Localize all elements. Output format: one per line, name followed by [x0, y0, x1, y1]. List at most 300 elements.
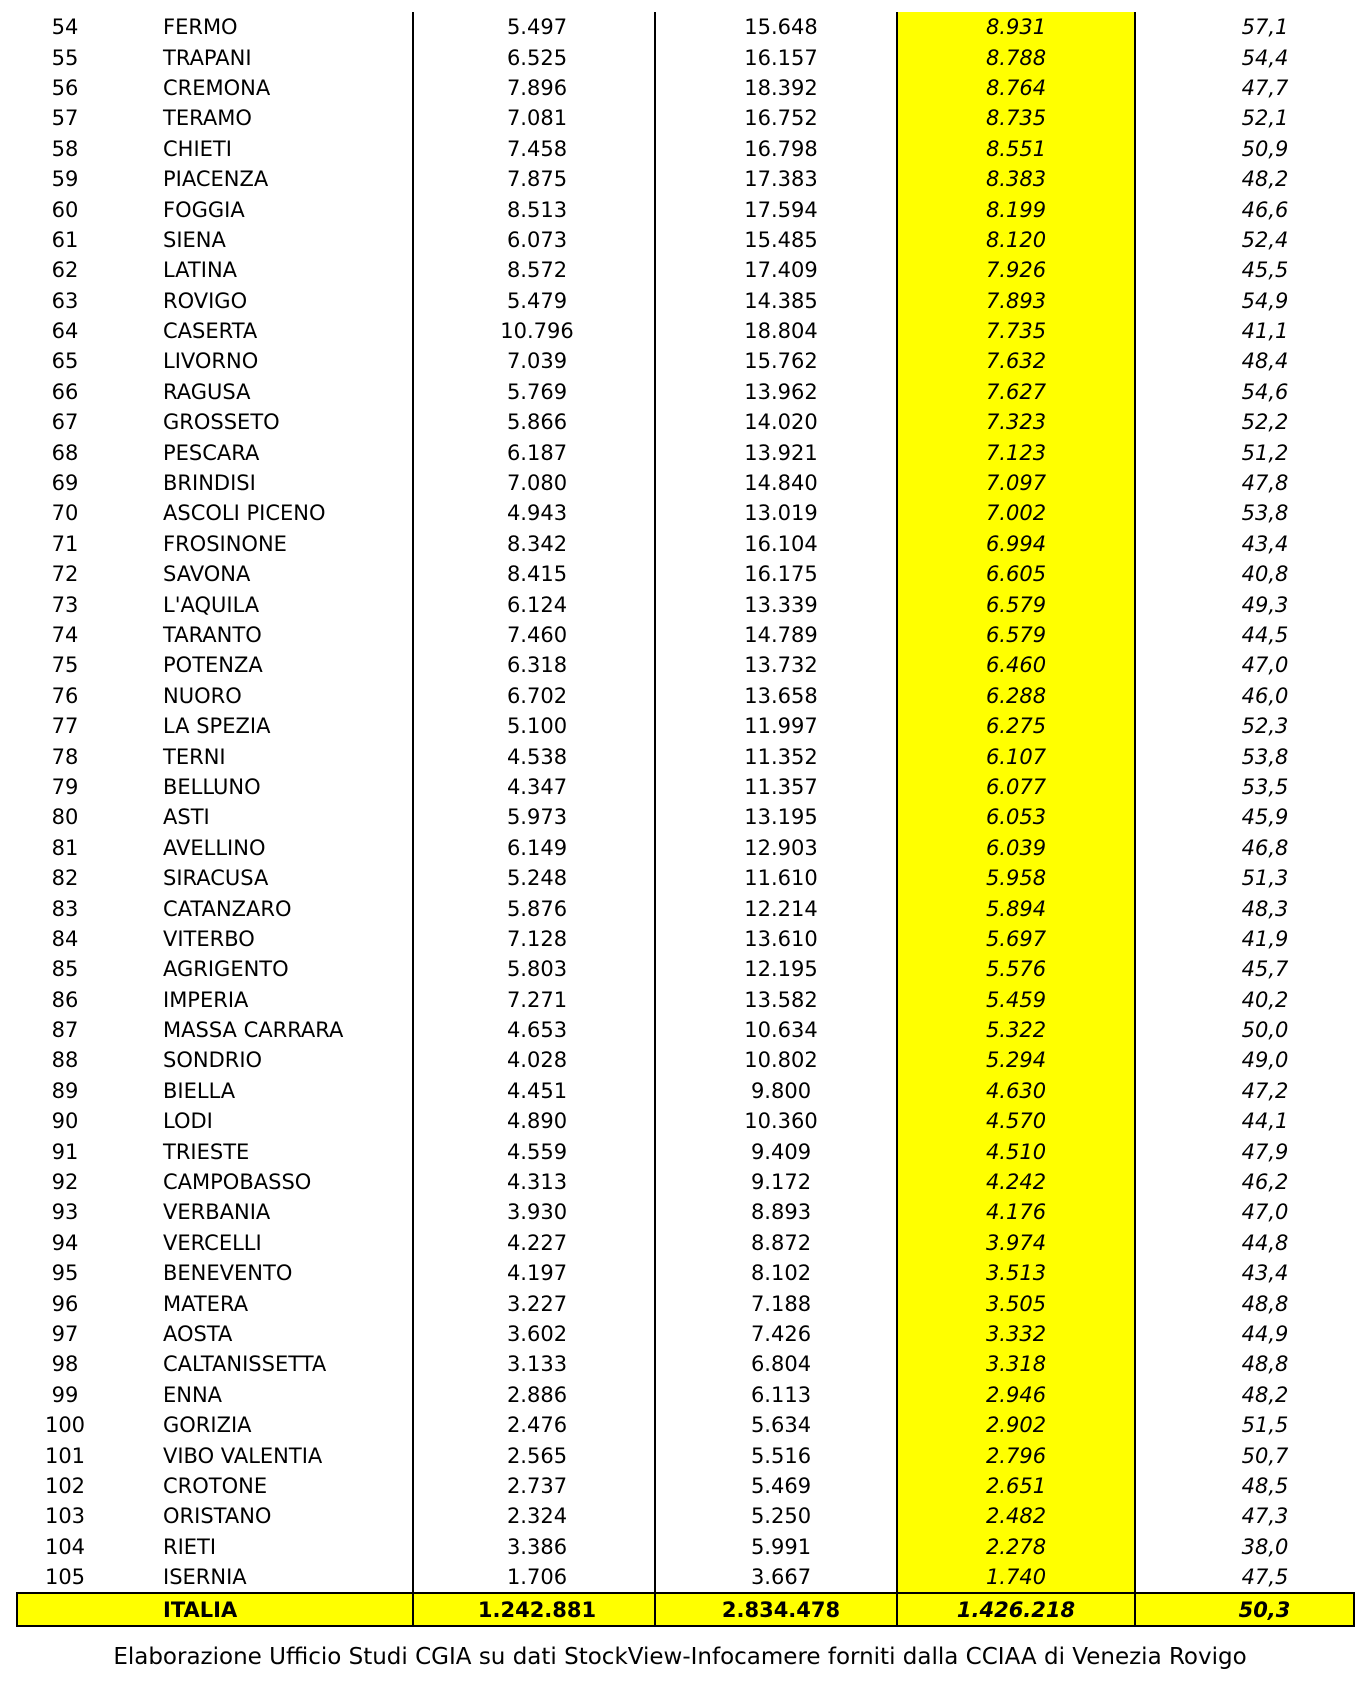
rank-cell: 89	[51, 1078, 79, 1103]
rank-cell: 92	[51, 1170, 79, 1195]
province-name-cell: LA SPEZIA	[135, 711, 413, 741]
province-name-cell: LIVORNO	[135, 346, 413, 376]
value-b-cell: 16.798	[744, 136, 818, 161]
rank-cell: 99	[51, 1382, 79, 1407]
table-body	[17, 12, 1354, 1593]
value-c-cell: 5.697	[897, 924, 1135, 954]
rank-cell: 66	[51, 379, 79, 404]
table-row	[17, 225, 1354, 255]
value-a-cell: 5.973	[413, 802, 655, 832]
province-name-cell: POTENZA	[135, 650, 413, 680]
value-d-cell: 45,5	[1241, 258, 1289, 283]
value-a-cell: 4.347	[413, 772, 655, 802]
province-name-cell: CROTONE	[135, 1471, 413, 1501]
table-row	[17, 134, 1354, 164]
value-a-cell: 7.458	[413, 134, 655, 164]
table-row	[17, 1167, 1354, 1197]
value-a-cell: 5.866	[413, 407, 655, 437]
table-row	[17, 73, 1354, 103]
total-value-d-cell: 50,3	[1135, 1593, 1354, 1626]
province-name-cell: BRINDISI	[135, 468, 413, 498]
province-name-cell: LODI	[135, 1106, 413, 1136]
rank-cell: 73	[51, 592, 79, 617]
value-c-cell: 7.926	[897, 255, 1135, 285]
table-row	[17, 1410, 1354, 1440]
value-a-cell: 10.796	[413, 316, 655, 346]
value-c-cell: 6.579	[897, 620, 1135, 650]
value-c-cell: 2.796	[897, 1440, 1135, 1470]
rank-cell: 65	[51, 349, 79, 374]
rank-cell: 101	[44, 1443, 86, 1468]
province-ranking-table	[16, 12, 1353, 1627]
total-value-a-cell: 1.242.881	[413, 1593, 655, 1626]
value-c-cell: 8.551	[897, 134, 1135, 164]
value-a-cell: 3.930	[413, 1197, 655, 1227]
value-b-cell: 13.582	[744, 987, 818, 1012]
value-d-cell: 47,0	[1241, 1200, 1289, 1225]
value-d-cell: 46,2	[1241, 1170, 1289, 1195]
province-name-cell: TRIESTE	[135, 1136, 413, 1166]
value-c-cell: 6.107	[897, 741, 1135, 771]
value-b-cell: 6.113	[750, 1382, 812, 1407]
rank-cell: 60	[51, 197, 79, 222]
value-a-cell: 4.451	[413, 1076, 655, 1106]
table-row	[17, 255, 1354, 285]
value-a-cell: 7.875	[413, 164, 655, 194]
value-a-cell: 4.538	[413, 741, 655, 771]
value-a-cell: 4.890	[413, 1106, 655, 1136]
value-c-cell: 4.570	[897, 1106, 1135, 1136]
value-a-cell: 4.943	[413, 498, 655, 528]
rank-cell: 67	[51, 410, 79, 435]
rank-cell: 81	[51, 835, 79, 860]
province-name-cell: VIBO VALENTIA	[135, 1440, 413, 1470]
value-a-cell: 7.460	[413, 620, 655, 650]
value-d-cell: 51,5	[1241, 1413, 1289, 1438]
table-row	[17, 620, 1354, 650]
value-d-cell: 53,5	[1241, 774, 1289, 799]
table-row	[17, 772, 1354, 802]
table-row	[17, 1319, 1354, 1349]
value-d-cell: 38,0	[1241, 1534, 1289, 1559]
table-row	[17, 1471, 1354, 1501]
value-b-cell: 14.385	[744, 288, 818, 313]
value-d-cell: 47,0	[1241, 653, 1289, 678]
value-c-cell: 6.039	[897, 833, 1135, 863]
table-row	[17, 468, 1354, 498]
table-row	[17, 1106, 1354, 1136]
value-c-cell: 6.077	[897, 772, 1135, 802]
value-d-cell: 40,8	[1241, 562, 1289, 587]
value-b-cell: 5.469	[750, 1473, 812, 1498]
value-b-cell: 14.840	[744, 471, 818, 496]
province-name-cell: AOSTA	[135, 1319, 413, 1349]
table-row	[17, 1562, 1354, 1593]
table-row	[17, 711, 1354, 741]
table-row	[17, 286, 1354, 316]
value-c-cell: 8.931	[897, 12, 1135, 42]
value-c-cell: 5.576	[897, 954, 1135, 984]
province-name-cell: TERAMO	[135, 103, 413, 133]
value-b-cell: 11.357	[744, 774, 818, 799]
table-row	[17, 12, 1354, 42]
rank-cell: 74	[51, 623, 79, 647]
value-d-cell: 50,9	[1241, 136, 1289, 161]
table-row	[17, 346, 1354, 376]
value-c-cell: 6.994	[897, 529, 1135, 559]
province-name-cell: CATANZARO	[135, 893, 413, 923]
rank-cell: 76	[51, 683, 79, 708]
province-name-cell: GORIZIA	[135, 1410, 413, 1440]
value-b-cell: 16.104	[744, 531, 818, 556]
rank-cell: 103	[44, 1504, 86, 1529]
value-d-cell: 44,9	[1241, 1321, 1289, 1346]
value-c-cell: 2.651	[897, 1471, 1135, 1501]
rank-cell: 102	[44, 1473, 86, 1498]
value-b-cell: 11.610	[744, 866, 818, 891]
table-row	[17, 1440, 1354, 1470]
value-b-cell: 13.339	[744, 592, 818, 617]
table-row	[17, 1076, 1354, 1106]
value-a-cell: 7.080	[413, 468, 655, 498]
value-c-cell: 7.097	[897, 468, 1135, 498]
value-a-cell: 7.081	[413, 103, 655, 133]
value-a-cell: 6.318	[413, 650, 655, 680]
province-name-cell: AVELLINO	[135, 833, 413, 863]
province-name-cell: TARANTO	[135, 620, 413, 650]
value-a-cell: 3.133	[413, 1349, 655, 1379]
province-name-cell: AGRIGENTO	[135, 954, 413, 984]
value-a-cell: 8.415	[413, 559, 655, 589]
value-c-cell: 6.288	[897, 681, 1135, 711]
value-a-cell: 1.706	[413, 1562, 655, 1593]
value-c-cell: 8.199	[897, 194, 1135, 224]
table-row	[17, 1349, 1354, 1379]
value-d-cell: 44,1	[1241, 1109, 1289, 1134]
value-c-cell: 3.513	[897, 1258, 1135, 1288]
value-a-cell: 6.187	[413, 437, 655, 467]
value-b-cell: 8.102	[750, 1261, 812, 1286]
value-b-cell: 11.997	[744, 714, 818, 739]
value-a-cell: 7.896	[413, 73, 655, 103]
value-d-cell: 49,0	[1241, 1048, 1289, 1073]
table-row	[17, 529, 1354, 559]
value-c-cell: 7.632	[897, 346, 1135, 376]
value-c-cell: 8.735	[897, 103, 1135, 133]
total-value-b-cell: 2.834.478	[655, 1593, 897, 1626]
value-b-cell: 15.762	[744, 349, 818, 374]
table-row	[17, 377, 1354, 407]
rank-cell: 93	[51, 1200, 79, 1225]
value-c-cell: 7.323	[897, 407, 1135, 437]
table-row	[17, 1288, 1354, 1318]
value-d-cell: 53,8	[1241, 744, 1289, 769]
value-c-cell: 6.275	[897, 711, 1135, 741]
value-a-cell: 5.248	[413, 863, 655, 893]
rank-cell: 80	[51, 805, 79, 830]
value-c-cell: 6.460	[897, 650, 1135, 680]
value-c-cell: 6.579	[897, 589, 1135, 619]
value-b-cell: 10.802	[744, 1048, 818, 1073]
province-name-cell: L'AQUILA	[135, 589, 413, 619]
table-row	[17, 863, 1354, 893]
province-name-cell: NUORO	[135, 681, 413, 711]
value-b-cell: 18.804	[744, 319, 818, 344]
value-d-cell: 46,6	[1241, 197, 1289, 222]
province-name-cell: CREMONA	[135, 73, 413, 103]
value-c-cell: 2.482	[897, 1501, 1135, 1531]
value-d-cell: 47,9	[1241, 1139, 1289, 1164]
value-c-cell: 6.605	[897, 559, 1135, 589]
rank-cell: 75	[51, 653, 79, 678]
province-name-cell: SAVONA	[135, 559, 413, 589]
value-b-cell: 16.175	[744, 562, 818, 587]
value-c-cell: 5.958	[897, 863, 1135, 893]
province-name-cell: FROSINONE	[135, 529, 413, 559]
province-name-cell: BENEVENTO	[135, 1258, 413, 1288]
value-b-cell: 5.516	[750, 1443, 812, 1468]
value-b-cell: 18.392	[744, 75, 818, 100]
value-c-cell: 5.294	[897, 1045, 1135, 1075]
value-d-cell: 48,3	[1241, 896, 1289, 921]
value-a-cell: 3.227	[413, 1288, 655, 1318]
value-b-cell: 6.804	[750, 1352, 812, 1377]
table-row	[17, 1380, 1354, 1410]
table-row	[17, 1136, 1354, 1166]
province-name-cell: RIETI	[135, 1532, 413, 1562]
value-c-cell: 8.764	[897, 73, 1135, 103]
value-d-cell: 52,3	[1241, 714, 1289, 739]
value-b-cell: 7.426	[750, 1321, 812, 1346]
province-name-cell: ASTI	[135, 802, 413, 832]
value-a-cell: 6.149	[413, 833, 655, 863]
value-a-cell: 5.803	[413, 954, 655, 984]
value-a-cell: 7.039	[413, 346, 655, 376]
total-name-cell: ITALIA	[135, 1593, 413, 1626]
source-note: Elaborazione Ufficio Studi CGIA su dati StockView-Infocamere forniti dalla CCIAA di Venezia Rovigo	[113, 1644, 1247, 1670]
value-a-cell: 4.028	[413, 1045, 655, 1075]
rank-cell: 79	[51, 774, 79, 799]
table-row	[17, 1532, 1354, 1562]
value-b-cell: 8.872	[750, 1230, 812, 1255]
value-a-cell: 7.128	[413, 924, 655, 954]
value-c-cell: 1.740	[897, 1562, 1135, 1593]
rank-cell: 64	[51, 319, 79, 344]
province-name-cell: CASERTA	[135, 316, 413, 346]
value-d-cell: 54,9	[1241, 288, 1289, 313]
rank-cell: 95	[51, 1261, 79, 1286]
value-c-cell: 8.383	[897, 164, 1135, 194]
value-a-cell: 4.313	[413, 1167, 655, 1197]
value-c-cell: 2.902	[897, 1410, 1135, 1440]
table-row	[17, 833, 1354, 863]
value-b-cell: 5.634	[750, 1413, 812, 1438]
value-c-cell: 3.332	[897, 1319, 1135, 1349]
value-d-cell: 48,8	[1241, 1352, 1289, 1377]
table-row	[17, 1045, 1354, 1075]
rank-cell: 88	[51, 1048, 79, 1073]
value-c-cell: 4.510	[897, 1136, 1135, 1166]
value-d-cell: 46,0	[1241, 683, 1289, 708]
value-b-cell: 16.752	[744, 106, 818, 131]
value-d-cell: 52,2	[1241, 410, 1289, 435]
value-c-cell: 7.123	[897, 437, 1135, 467]
province-name-cell: ROVIGO	[135, 286, 413, 316]
province-name-cell: GROSSETO	[135, 407, 413, 437]
value-d-cell: 43,4	[1241, 531, 1289, 556]
value-d-cell: 53,8	[1241, 501, 1289, 526]
table-row	[17, 498, 1354, 528]
rank-cell: 98	[51, 1352, 79, 1377]
value-a-cell: 2.886	[413, 1380, 655, 1410]
province-name-cell: CAMPOBASSO	[135, 1167, 413, 1197]
value-c-cell: 4.176	[897, 1197, 1135, 1227]
value-d-cell: 48,2	[1241, 1382, 1289, 1407]
value-d-cell: 44,8	[1241, 1230, 1289, 1255]
value-b-cell: 14.020	[744, 410, 818, 435]
value-d-cell: 47,8	[1241, 471, 1289, 496]
value-d-cell: 50,0	[1241, 1018, 1289, 1043]
total-value-c-cell: 1.426.218	[897, 1593, 1135, 1626]
province-name-cell: MATERA	[135, 1288, 413, 1318]
value-d-cell: 47,3	[1241, 1504, 1289, 1529]
value-a-cell: 7.271	[413, 985, 655, 1015]
value-c-cell: 7.893	[897, 286, 1135, 316]
value-c-cell: 5.322	[897, 1015, 1135, 1045]
value-b-cell: 15.485	[744, 227, 818, 252]
value-a-cell: 3.386	[413, 1532, 655, 1562]
value-a-cell: 4.559	[413, 1136, 655, 1166]
table-row	[17, 1258, 1354, 1288]
province-name-cell: ISERNIA	[135, 1562, 413, 1593]
value-b-cell: 13.610	[744, 926, 818, 951]
table-row	[17, 164, 1354, 194]
province-name-cell: VERCELLI	[135, 1228, 413, 1258]
value-d-cell: 48,5	[1241, 1473, 1289, 1498]
value-d-cell: 54,6	[1241, 379, 1289, 404]
value-c-cell: 3.974	[897, 1228, 1135, 1258]
rank-cell: 69	[51, 471, 79, 496]
value-a-cell: 6.702	[413, 681, 655, 711]
value-a-cell: 5.100	[413, 711, 655, 741]
value-b-cell: 17.594	[744, 197, 818, 222]
value-d-cell: 57,1	[1241, 15, 1289, 40]
table-row	[17, 1015, 1354, 1045]
table-row	[17, 650, 1354, 680]
value-d-cell: 40,2	[1241, 987, 1289, 1012]
province-name-cell: ENNA	[135, 1380, 413, 1410]
rank-cell: 83	[51, 896, 79, 921]
value-a-cell: 6.073	[413, 225, 655, 255]
value-d-cell: 41,9	[1241, 926, 1289, 951]
table-row	[17, 985, 1354, 1015]
value-b-cell: 13.195	[744, 805, 818, 830]
rank-cell: 63	[51, 288, 79, 313]
value-c-cell: 6.053	[897, 802, 1135, 832]
value-a-cell: 3.602	[413, 1319, 655, 1349]
value-b-cell: 16.157	[744, 45, 818, 70]
province-name-cell: CALTANISSETTA	[135, 1349, 413, 1379]
value-d-cell: 47,5	[1241, 1565, 1289, 1590]
province-name-cell: FOGGIA	[135, 194, 413, 224]
rank-cell: 71	[51, 531, 79, 556]
value-a-cell: 6.124	[413, 589, 655, 619]
value-b-cell: 17.409	[744, 258, 818, 283]
value-d-cell: 52,4	[1241, 227, 1289, 252]
province-name-cell: TERNI	[135, 741, 413, 771]
table-row	[17, 407, 1354, 437]
table-row	[17, 1197, 1354, 1227]
value-d-cell: 45,9	[1241, 805, 1289, 830]
value-a-cell: 5.769	[413, 377, 655, 407]
rank-cell: 72	[51, 562, 79, 587]
value-b-cell: 11.352	[744, 744, 818, 769]
value-a-cell: 8.513	[413, 194, 655, 224]
table-row	[17, 1501, 1354, 1531]
value-a-cell: 2.476	[413, 1410, 655, 1440]
province-name-cell: SONDRIO	[135, 1045, 413, 1075]
total-row-italia	[17, 1593, 1354, 1626]
value-c-cell: 7.002	[897, 498, 1135, 528]
value-a-cell: 2.324	[413, 1501, 655, 1531]
value-d-cell: 48,8	[1241, 1291, 1289, 1316]
value-b-cell: 13.732	[744, 653, 818, 678]
rank-cell: 100	[44, 1413, 86, 1438]
value-a-cell: 4.227	[413, 1228, 655, 1258]
province-name-cell: ASCOLI PICENO	[135, 498, 413, 528]
value-c-cell: 4.630	[897, 1076, 1135, 1106]
value-b-cell: 5.991	[750, 1534, 812, 1559]
rank-cell: 97	[51, 1321, 79, 1346]
value-b-cell: 3.667	[750, 1565, 812, 1590]
value-b-cell: 9.409	[750, 1139, 812, 1164]
province-name-cell: IMPERIA	[135, 985, 413, 1015]
value-c-cell: 3.505	[897, 1288, 1135, 1318]
value-a-cell: 6.525	[413, 42, 655, 72]
value-c-cell: 5.894	[897, 893, 1135, 923]
rank-cell: 62	[51, 258, 79, 283]
table-row	[17, 316, 1354, 346]
table-row	[17, 954, 1354, 984]
rank-cell: 55	[51, 45, 79, 70]
value-d-cell: 46,8	[1241, 835, 1289, 860]
value-c-cell: 8.120	[897, 225, 1135, 255]
province-name-cell: BELLUNO	[135, 772, 413, 802]
rank-cell: 77	[51, 714, 79, 739]
value-b-cell: 9.172	[750, 1170, 812, 1195]
value-c-cell: 2.278	[897, 1532, 1135, 1562]
province-name-cell: FERMO	[135, 12, 413, 42]
rank-cell: 82	[51, 866, 79, 891]
rank-cell: 105	[44, 1565, 86, 1590]
value-d-cell: 54,4	[1241, 45, 1289, 70]
value-d-cell: 49,3	[1241, 592, 1289, 617]
rank-cell: 94	[51, 1230, 79, 1255]
value-c-cell: 3.318	[897, 1349, 1135, 1379]
value-b-cell: 8.893	[750, 1200, 812, 1225]
value-d-cell: 51,3	[1241, 866, 1289, 891]
rank-cell: 68	[51, 440, 79, 465]
value-b-cell: 13.962	[744, 379, 818, 404]
value-b-cell: 10.634	[744, 1018, 818, 1043]
rank-cell: 91	[51, 1139, 79, 1164]
table-row	[17, 681, 1354, 711]
value-a-cell: 5.479	[413, 286, 655, 316]
rank-cell: 70	[51, 501, 79, 526]
rank-cell: 78	[51, 744, 79, 769]
value-d-cell: 52,1	[1241, 106, 1289, 131]
value-b-cell: 13.921	[744, 440, 818, 465]
